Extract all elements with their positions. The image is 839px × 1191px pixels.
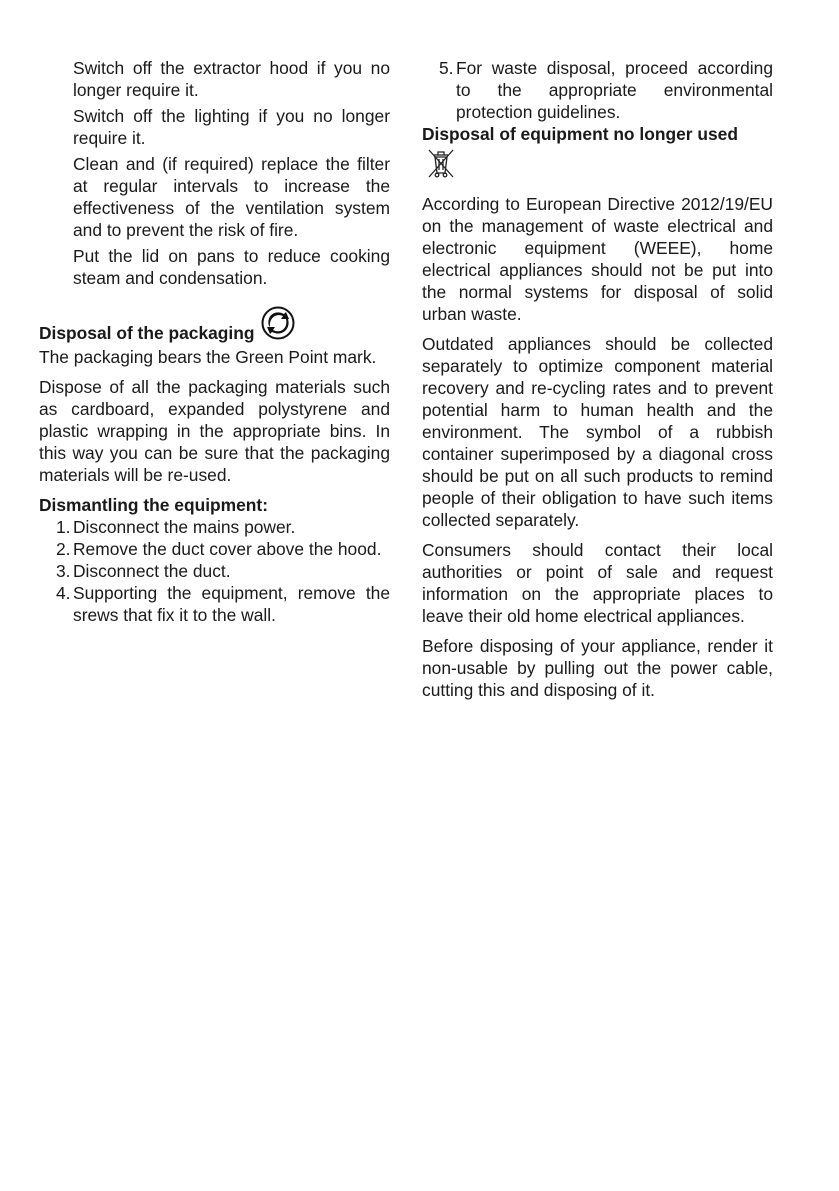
list-item: 3. Disconnect the duct. <box>56 561 231 581</box>
tip-2: Switch off the lighting if you no longer require it. <box>73 106 390 148</box>
list-item: 1. Disconnect the mains power. <box>56 517 296 537</box>
weee-paragraph-3: Consumers should contact their local authorities or point of sale and request information on the appropriate places to leave their old home electrical appliances. <box>422 540 773 626</box>
list-item: 4. Supporting the equipment, remove the srews that fix it to the wall. <box>56 583 390 625</box>
packaging-heading-row <box>39 306 390 346</box>
packaging-paragraph-2: Dispose of all the packaging materials such as cardboard, expanded polystyrene and plastic wrapping in the appropriate bins. In this way you can be sure that the packaging materials will be re-used. <box>39 377 390 485</box>
list-item: 5. For waste disposal, proceed according to the appropriate environmental protection guidelines. <box>439 58 773 122</box>
weee-paragraph-2: Outdated appliances should be collected separately to optimize component material recovery and re-cycling rates and to prevent potential harm to human health and the environment. The symbol of a rubbish container superimposed by a diagonal cross should be put on all such products to remind people of their obligation to have such items collected separately. <box>422 334 773 530</box>
dismantling-steps <box>39 516 390 626</box>
packaging-paragraph-1: The packaging bears the Green Point mark. <box>39 347 377 367</box>
list-item: 2. Remove the duct cover above the hood. <box>56 539 382 559</box>
dismantling-heading: Dismantling the equipment: <box>39 495 268 515</box>
right-column <box>422 57 773 709</box>
tip-4: Put the lid on pans to reduce cooking steam and condensation. <box>73 246 390 288</box>
green-point-icon <box>261 306 295 340</box>
crossed-bin-icon <box>426 147 456 179</box>
packaging-heading: Disposal of the packaging <box>39 323 255 343</box>
weee-paragraph-1: According to European Directive 2012/19/EU on the management of waste electrical and electronic equipment (WEEE), home electrical appliances should not be put into the normal systems for disposal of solid urban waste. <box>422 194 773 324</box>
tip-1: Switch off the extractor hood if you no longer require it. <box>73 58 390 100</box>
left-column <box>39 57 390 626</box>
dismantling-steps-continued <box>422 57 773 123</box>
tip-3: Clean and (if required) replace the filter at regular intervals to increase the effectiveness of the ventilation system and to prevent the risk of fire. <box>73 154 390 240</box>
weee-paragraph-4: Before disposing of your appliance, render it non-usable by pulling out the power cable, cutting this and disposing of it. <box>422 636 773 700</box>
equipment-heading: Disposal of equipment no longer used <box>422 124 738 144</box>
